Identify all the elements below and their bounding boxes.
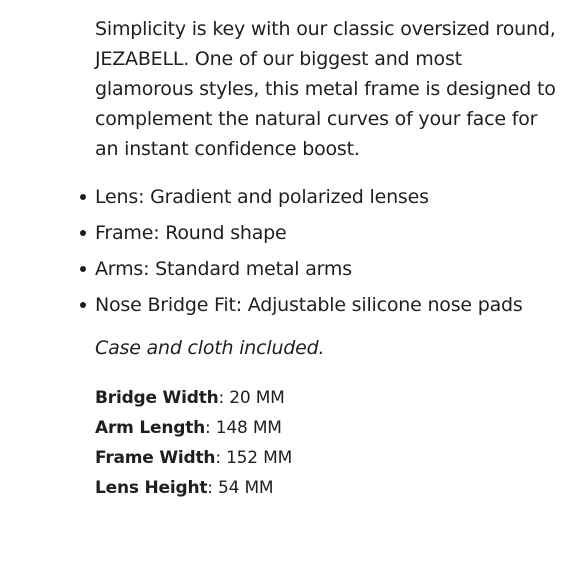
spec-value: 20 MM bbox=[229, 388, 285, 408]
spec-value: 148 MM bbox=[215, 418, 282, 438]
spec-row-frame-width: Frame Width: 152 MM bbox=[95, 448, 293, 468]
bullet-icon bbox=[80, 302, 86, 308]
spec-label: Bridge Width bbox=[95, 388, 219, 408]
feature-item-frame bbox=[95, 218, 565, 248]
bullet-icon bbox=[80, 194, 86, 200]
spec-value: 54 MM bbox=[218, 478, 274, 498]
product-intro-text: Simplicity is key with our classic oversized round, JEZABELL. One of our biggest and most glamorous styles, this metal frame is designed to complement the natural curves of your face for an instant confidence boost. bbox=[95, 18, 556, 160]
bullet-icon bbox=[80, 266, 86, 272]
spec-row-arm-length: Arm Length: 148 MM bbox=[95, 418, 282, 438]
spec-label: Frame Width bbox=[95, 448, 216, 468]
feature-text: Frame: Round shape bbox=[95, 222, 287, 244]
feature-text: Nose Bridge Fit: Adjustable silicone nose pads bbox=[95, 294, 523, 316]
included-note: Case and cloth included. bbox=[95, 337, 325, 359]
feature-item-arms bbox=[95, 254, 565, 284]
product-description bbox=[95, 14, 565, 503]
feature-text: Lens: Gradient and polarized lenses bbox=[95, 186, 429, 208]
bullet-icon bbox=[80, 230, 86, 236]
feature-item-lens bbox=[95, 182, 565, 212]
feature-list bbox=[95, 182, 565, 320]
spec-value: 152 MM bbox=[226, 448, 293, 468]
spec-label: Lens Height bbox=[95, 478, 208, 498]
feature-item-nose-bridge bbox=[95, 290, 565, 320]
spec-row-lens-height: Lens Height: 54 MM bbox=[95, 478, 274, 498]
feature-text: Arms: Standard metal arms bbox=[95, 258, 352, 280]
spec-list bbox=[95, 383, 565, 503]
spec-label: Arm Length bbox=[95, 418, 206, 438]
spec-row-bridge-width: Bridge Width: 20 MM bbox=[95, 388, 285, 408]
